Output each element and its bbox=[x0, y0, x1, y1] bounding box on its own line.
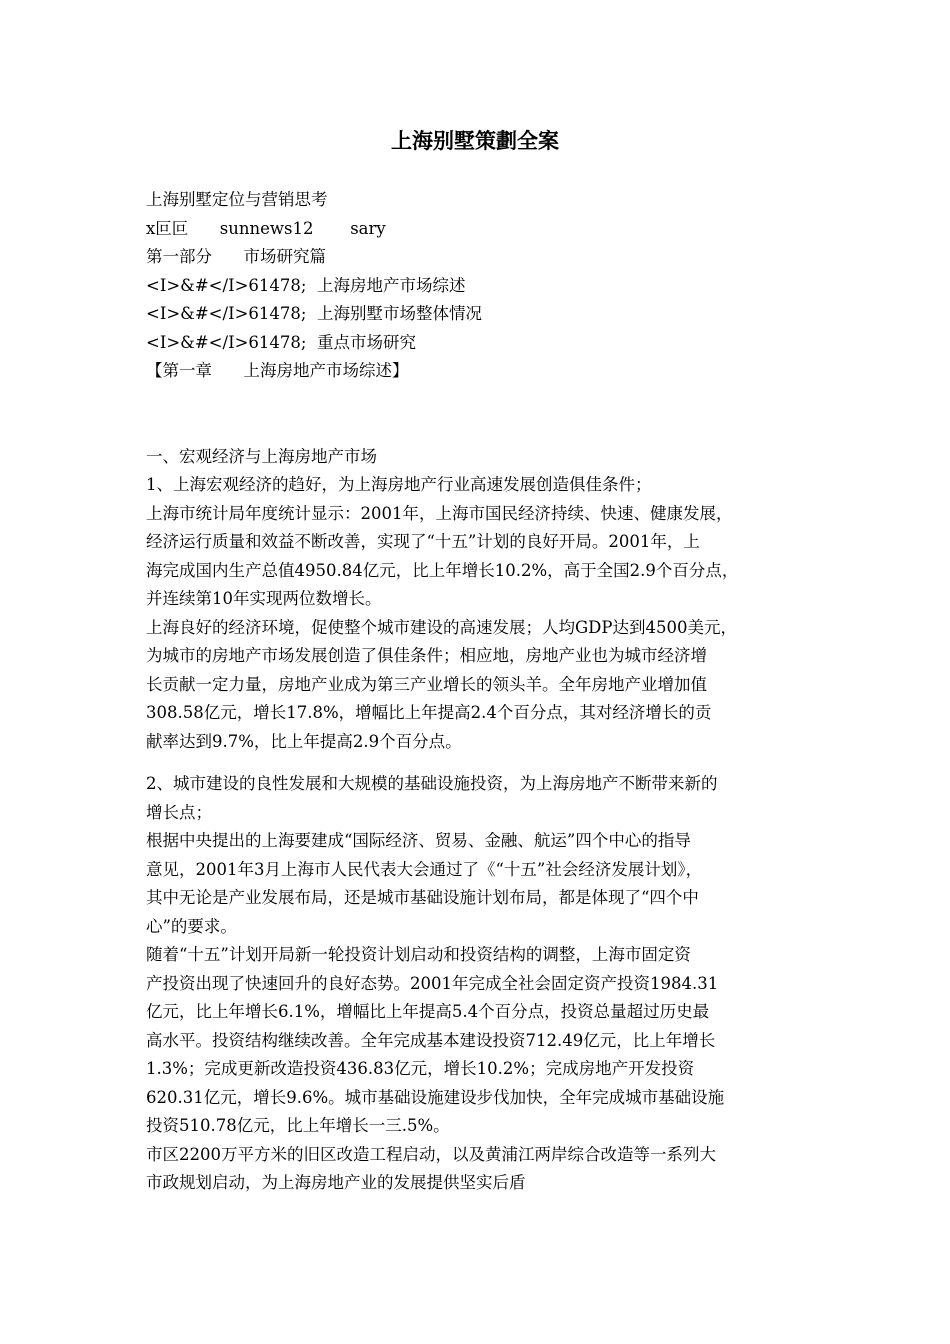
paragraph-line: 海完成国内生产总值4950.84亿元，比上年增长10.2%，高于全国2.9个百分点， bbox=[146, 560, 739, 580]
paragraph-line: 上海良好的经济环境，促使整个城市建设的高速发展；人均GDP达到4500美元， bbox=[146, 617, 738, 637]
paragraph-line: 308.58亿元，增长17.8%，增幅比上年提高2.4个百分点，其对经济增长的贡 bbox=[146, 703, 712, 722]
paragraph-line: 620.31亿元，增长9.6%。城市基础设施建设步伐加快，全年完成城市基础设施 bbox=[146, 1087, 725, 1107]
paragraph-line: 为城市的房地产市场发展创造了俱佳条件；相应地，房地产业也为城市经济增 bbox=[146, 646, 707, 665]
paragraph-line: 亿元，比上年增长6.1%，增幅比上年提高5.4个百分点，投资总量超过历史最 bbox=[146, 1002, 710, 1021]
toc-item: <I>&#</I>61478; 上海别墅市场整体情况 bbox=[146, 304, 482, 323]
point-heading-line: 2、城市建设的良性发展和大规模的基础设施投资，为上海房地产不断带来新的 bbox=[146, 774, 718, 793]
point-heading-line: 增长点； bbox=[146, 802, 212, 822]
paragraph-line: 献率达到9.7%，比上年提高2.9个百分点。 bbox=[146, 731, 462, 751]
paragraph-line: 高水平。投资结构继续改善。全年完成基本建设投资712.49亿元，比上年增长 bbox=[146, 1030, 716, 1050]
paragraph-line: 市区2200万平方米的旧区改造工程启动，以及黄浦江两岸综合改造等一系列大 bbox=[146, 1144, 716, 1164]
paragraph bbox=[146, 500, 818, 614]
paragraph-line: 随着“十五”计划开局新一轮投资计划启动和投资结构的调整，上海市固定资 bbox=[146, 945, 691, 964]
paragraph-line: 经济运行质量和效益不断改善，实现了“十五”计划的良好开局。2001年，上 bbox=[146, 532, 700, 551]
point-heading bbox=[146, 770, 818, 827]
paragraph-line: 并连续第10年实现两位数增长。 bbox=[146, 589, 382, 608]
paragraph bbox=[146, 614, 818, 757]
point-heading: 1、上海宏观经济的趋好，为上海房地产行业高速发展创造俱佳条件； bbox=[146, 475, 652, 494]
toc-item: <I>&#</I>61478; 上海房地产市场综述 bbox=[146, 275, 466, 295]
paragraph-line: 上海市统计局年度统计显示：2001年，上海市国民经济持续、快速、健康发展， bbox=[146, 503, 733, 523]
document-body bbox=[146, 186, 818, 1198]
toc-item: <I>&#</I>61478; 重点市场研究 bbox=[146, 332, 416, 352]
part-heading: 第一部分 市场研究篇 bbox=[146, 247, 326, 266]
document-title: 上海别墅策劃全案 bbox=[391, 129, 559, 153]
paragraph-line: 投资510.78亿元，比上年增长一三.5%。 bbox=[146, 1116, 450, 1135]
section-heading: 一、宏观经济与上海房地产市场 bbox=[146, 446, 377, 466]
paragraph bbox=[146, 827, 818, 941]
paragraph-line: 根据中央提出的上海要建成“国际经济、贸易、金融、航运”四个中心的指导 bbox=[146, 831, 691, 850]
paragraph-line: 其中无论是产业发展布局，还是城市基础设施计划布局，都是体现了“四个中 bbox=[146, 888, 699, 907]
author-line: x叵叵 sunnews12 sary bbox=[146, 218, 386, 238]
chapter-heading: 【第一章 上海房地产市场综述】 bbox=[146, 361, 409, 380]
spacer bbox=[146, 386, 818, 443]
paragraph-line: 意见，2001年3月上海市人民代表大会通过了《“十五”社会经济发展计划》， bbox=[146, 859, 703, 879]
paragraph bbox=[146, 1141, 818, 1198]
paragraph-line: 产投资出现了快速回升的良好态势。2001年完成全社会固定资产投资1984.31 bbox=[146, 973, 719, 993]
paragraph-line: 长贡献一定力量，房地产业成为第三产业增长的领头羊。全年房地产业增加值 bbox=[146, 674, 707, 694]
document-subtitle: 上海别墅定位与营销思考 bbox=[146, 190, 328, 209]
paragraph-line: 市政规划启动，为上海房地产业的发展提供坚实后盾 bbox=[146, 1173, 526, 1192]
paragraph-line: 1.3%；完成更新改造投资436.83亿元，增长10.2%；完成房地产开发投资 bbox=[146, 1059, 695, 1078]
spacer bbox=[146, 756, 818, 770]
paragraph-line: 心”的要求。 bbox=[146, 916, 237, 936]
paragraph bbox=[146, 941, 818, 1141]
